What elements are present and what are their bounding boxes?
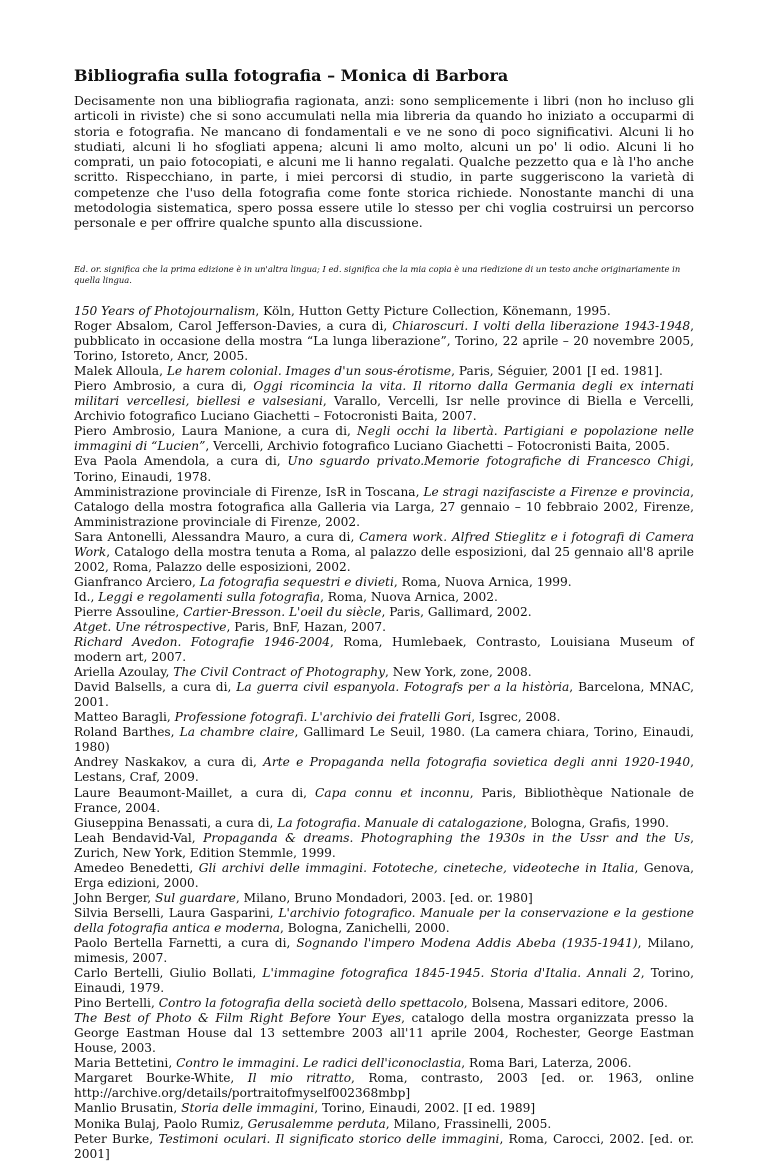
entry-title: L'archivio fotografico. Manuale per la conservazione e la gestione della fotografia antica e moderna [74, 905, 694, 935]
entry-authors: Piero Ambrosio, a cura di, [74, 379, 254, 394]
bibliography-entry [74, 379, 694, 424]
entry-authors: Pierre Assouline, [74, 604, 184, 619]
bibliography-entry [74, 861, 694, 891]
entry-authors: Giuseppina Benassati, a cura di, [74, 815, 278, 830]
bibliography-entry [74, 891, 694, 906]
entry-authors: Carlo Bertelli, Giulio Bollati, [74, 966, 263, 981]
entry-publication-info: , Roma, Nuova Arnica, 1999. [393, 574, 572, 589]
entry-title: Camera work. Alfred Stieglitz e i fotografi di Camera Work [74, 529, 694, 559]
entry-publication-info: , Gallimard Le Seuil, 1980. (La camera chiara, Torino, Einaudi, 1980) [74, 725, 694, 755]
entry-title: La fotografia. Manuale di catalogazione [277, 815, 524, 830]
entry-publication-info: , Varallo, Vercelli, Isr nelle province di Biella e Vercelli, Archivio fotografico Luciano Giachetti – Fotocronisti Baita, 2007. [74, 394, 694, 424]
bibliography-entry [74, 575, 694, 590]
entry-publication-info: , Vercelli, Archivio fotografico Luciano Giachetti – Fotocronisti Baita, 2005. [205, 439, 670, 454]
bibliography-entry [74, 1011, 694, 1056]
entry-authors: Piero Ambrosio, Laura Manione, a cura di, [74, 424, 358, 439]
bibliography-entry [74, 786, 694, 816]
bibliography-entry [74, 590, 694, 605]
entry-authors: Amministrazione provinciale di Firenze, IsR in Toscana, [74, 484, 424, 499]
bibliography-entry [74, 936, 694, 966]
bibliography-entry [74, 831, 694, 861]
bibliography-entry [74, 996, 694, 1011]
entry-authors: Pino Bertelli, [74, 996, 159, 1011]
entry-publication-info: , Lestans, Craf, 2009. [74, 755, 694, 785]
entry-authors: Manlio Brusatin, [74, 1101, 182, 1116]
entry-publication-info: , Roma, Nuova Arnica, 2002. [320, 589, 498, 604]
entry-publication-info: , Torino, Einaudi, 2002. [I ed. 1989] [314, 1101, 536, 1116]
bibliography-entry [74, 1071, 694, 1101]
bibliography-entry [74, 530, 694, 575]
entry-authors: Laure Beaumont-Maillet, a cura di, [74, 785, 315, 800]
entry-title: Chiaroscuri. I volti della liberazione 1943-1948 [392, 319, 691, 334]
bibliography-entry [74, 424, 694, 454]
bibliography-entry [74, 635, 694, 665]
entry-authors: Amedeo Benedetti, [74, 860, 199, 875]
entry-authors: Peter Burke, [74, 1131, 159, 1146]
entry-authors: David Balsells, a cura di, [74, 680, 237, 695]
entry-title: Atget. Une rétrospective [74, 619, 227, 634]
entry-title: L'immagine fotografica 1845-1945. Storia d'Italia. Annali 2 [262, 966, 641, 981]
entry-authors: Leah Bendavid-Val, [74, 830, 204, 845]
entry-publication-info: , Torino, Einaudi, 1979. [74, 966, 695, 996]
entry-authors: John Berger, [74, 890, 156, 905]
bibliography-entry [74, 680, 694, 710]
entry-title: Uno sguardo privato.Memorie fotografiche di Francesco Chigi [287, 454, 691, 469]
entry-publication-info: , Zurich, New York, Edition Stemmle, 1999. [74, 830, 694, 860]
entry-title: Storia delle immagini [181, 1101, 315, 1116]
entry-publication-info: , Roma, contrasto, 2003 [ed. or. 1963, online http://archive.org/details/portraitofmyself002368mbp] [74, 1071, 694, 1101]
entry-authors: Gianfranco Arciero, [74, 574, 200, 589]
bibliography-entry [74, 1117, 694, 1132]
entry-authors: Sara Antonelli, Alessandra Mauro, a cura di, [74, 529, 360, 544]
entry-title: Arte e Propaganda nella fotografia sovietica degli anni 1920-1940 [263, 755, 691, 770]
entry-title: La guerra civil espanyola. Fotografs per a la història [236, 680, 570, 695]
edition-note: Ed. or. significa che la prima edizione è in un'altra lingua; I ed. significa che la mia copia è una riedizione di un testo anche originariamente in quella lingua. [74, 264, 681, 285]
entry-publication-info: , Paris, BnF, Hazan, 2007. [226, 619, 387, 634]
bibliography-entry [74, 725, 694, 755]
entry-authors: Monika Bulaj, Paolo Rumiz, [74, 1116, 248, 1131]
entry-authors: Paolo Bertella Farnetti, a cura di, [74, 935, 297, 950]
bibliography-entry [74, 364, 694, 379]
entry-authors: Eva Paola Amendola, a cura di, [74, 454, 288, 469]
bibliography-entry [74, 304, 694, 319]
entry-publication-info: , Catalogo della mostra fotografica alla Galleria via Larga, 27 gennaio – 10 febbraio 2002, Firenze, Amministrazione provinciale di Firenze, 2002. [74, 484, 694, 529]
entry-title: Contro le immagini. Le radici dell'iconoclastia [176, 1056, 462, 1071]
bibliography-entry [74, 665, 694, 680]
entry-title: Propaganda & dreams. Photographing the 1930s in the Ussr and the Us [203, 830, 691, 845]
entry-title: Il mio ritratto [247, 1071, 352, 1086]
entry-title: Capa connu et inconnu [314, 785, 470, 800]
entry-authors: Malek Alloula, [74, 364, 167, 379]
bibliography-entry [74, 454, 694, 484]
entry-authors: Roland Barthes, [74, 725, 180, 740]
entry-title: Le harem colonial. Images d'un sous-érotisme [166, 364, 452, 379]
entry-publication-info: , pubblicato in occasione della mostra “La lunga liberazione”, Torino, 22 aprile – 20 novembre 2005, Torino, Istoreto, Ancr, 2005. [74, 319, 694, 364]
entry-publication-info: , Barcelona, MNAC, 2001. [74, 680, 694, 710]
entry-publication-info: , Isgrec, 2008. [471, 710, 561, 725]
entry-title: Oggi ricomincia la vita. Il ritorno dalla Germania degli ex internati militari vercellesi, biellesi e valsesiani [74, 379, 694, 409]
entry-title: Sul guardare [155, 890, 236, 905]
entry-title: Testimoni oculari. Il significato storico delle immagini [158, 1131, 500, 1146]
entry-title: Le stragi nazifasciste a Firenze e provincia [423, 484, 691, 499]
bibliography-entry [74, 966, 694, 996]
intro-paragraph: Decisamente non una bibliografia ragionata, anzi: sono semplicemente i libri (non ho incluso gli articoli in riviste) che si sono accumulati nella mia libreria da quando ho iniziato a occuparmi di storia e fotografia. Ne mancano di fondamentali e ve ne sono di poco significativi. Alcuni li ho studiati, alcuni li ho sfogliati appena; alcuni li amo molto, alcuni un po' li odio. Alcuni li ho comprati, un paio fotocopiati, e alcuni me li hanno regalati. Qualche pezzetto qua e là l'ho anche scritto. Rispecchiano, in parte, i miei percorsi di studio, in parte suggeriscono la varietà di competenze che l'uso della fotografia come fonte storica richiede. Nonostante manchi di una metodologia sistematica, spero possa essere utile lo stesso per chi voglia costruirsi un percorso personale e per offrire qualche spunto alla discussione. [74, 93, 694, 231]
entry-publication-info: , Roma, Humlebaek, Contrasto, Louisiana Museum of modern art, 2007. [74, 635, 695, 665]
entry-publication-info: , Bologna, Grafis, 1990. [523, 815, 669, 830]
entry-title: Sognando l'impero Modena Addis Abeba (1935-1941) [296, 935, 638, 950]
entry-publication-info: , Torino, Einaudi, 1978. [74, 454, 694, 484]
entry-title: Gli archivi delle immagini. Fototeche, cineteche, videoteche in Italia [198, 860, 635, 875]
entry-publication-info: , Roma, Carocci, 2002. [ed. or. 2001] [74, 1131, 694, 1161]
bibliography-entry [74, 906, 694, 936]
bibliography-entry [74, 816, 694, 831]
bibliography-entry [74, 755, 694, 785]
entry-publication-info: , Milano, mimesis, 2007. [74, 935, 695, 966]
entry-authors: Maria Bettetini, [74, 1056, 177, 1071]
bibliography-entry [74, 710, 694, 725]
entry-publication-info: , Roma Bari, Laterza, 2006. [461, 1056, 632, 1071]
entry-publication-info: , Bologna, Zanichelli, 2000. [280, 920, 450, 935]
bibliography-entry [74, 1056, 694, 1071]
entry-authors: Matteo Baragli, [74, 710, 175, 725]
entry-publication-info: , catalogo della mostra organizzata presso la George Eastman House dal 13 settembre 2003 all'11 aprile 2004, Rochester, George Eastman House, 2003. [74, 1011, 694, 1056]
entry-authors: Roger Absalom, Carol Jefferson-Davies, a cura di, [74, 319, 393, 334]
bibliography-entry [74, 605, 694, 620]
bibliography-entry [74, 485, 694, 530]
entry-title: Cartier-Bresson. L'oeil du siècle [183, 604, 382, 619]
bibliography-entry [74, 319, 694, 364]
entry-title: Gerusalemme perduta [247, 1116, 386, 1131]
entry-title: Professione fotografi. L'archivio dei fratelli Gori [174, 710, 472, 725]
entry-title: The Civil Contract of Photography [173, 665, 385, 680]
bibliography-entry [74, 1101, 694, 1116]
entry-title: La chambre claire [179, 725, 295, 740]
entry-title: 150 Years of Photojournalism [74, 304, 256, 318]
entry-authors: Id., [74, 589, 99, 604]
entry-title: Negli occhi la libertà. Partigiani e popolazione nelle immagini di “Lucien” [74, 424, 694, 454]
entry-title: Contro la fotografia della società dello spettacolo [158, 996, 464, 1011]
entry-title: Richard Avedon. Fotografie 1946-2004 [74, 635, 330, 650]
document-title: Bibliografia sulla fotografia – Monica di Barbora [74, 66, 509, 85]
entry-publication-info: , Paris, Gallimard, 2002. [381, 604, 532, 619]
entry-publication-info: , Genova, Erga edizioni, 2000. [74, 860, 694, 890]
entry-publication-info: , Paris, Séguier, 2001 [I ed. 1981]. [451, 364, 663, 379]
entry-authors: Andrey Naskakov, a cura di, [74, 755, 264, 770]
entry-publication-info: , Catalogo della mostra tenuta a Roma, al palazzo delle esposizioni, dal 25 gennaio all'8 aprile 2002, Roma, Palazzo delle esposizioni, 2002. [74, 544, 694, 574]
entry-publication-info: , Milano, Frassinelli, 2005. [385, 1116, 552, 1131]
entry-publication-info: , Bolsena, Massari editore, 2006. [463, 996, 668, 1011]
entry-title: The Best of Photo & Film Right Before Your Eyes [74, 1011, 402, 1026]
entry-title: Leggi e regolamenti sulla fotografia [98, 589, 321, 604]
bibliography-entry [74, 620, 694, 635]
entry-publication-info: , Milano, Bruno Mondadori, 2003. [ed. or. 1980] [235, 890, 533, 905]
entry-publication-info: , New York, zone, 2008. [384, 665, 532, 680]
entry-authors: Margaret Bourke-White, [74, 1071, 248, 1086]
entry-title: La fotografia sequestri e divieti [199, 574, 394, 589]
entry-authors: Ariella Azoulay, [74, 665, 174, 680]
bibliography-entry [74, 1132, 694, 1162]
bibliography-list [74, 304, 694, 1162]
entry-publication-info: , Paris, Bibliothèque Nationale de France, 2004. [74, 785, 694, 815]
entry-publication-info: , Köln, Hutton Getty Picture Collection, Könemann, 1995. [255, 304, 611, 318]
entry-authors: Silvia Berselli, Laura Gasparini, [74, 905, 279, 920]
